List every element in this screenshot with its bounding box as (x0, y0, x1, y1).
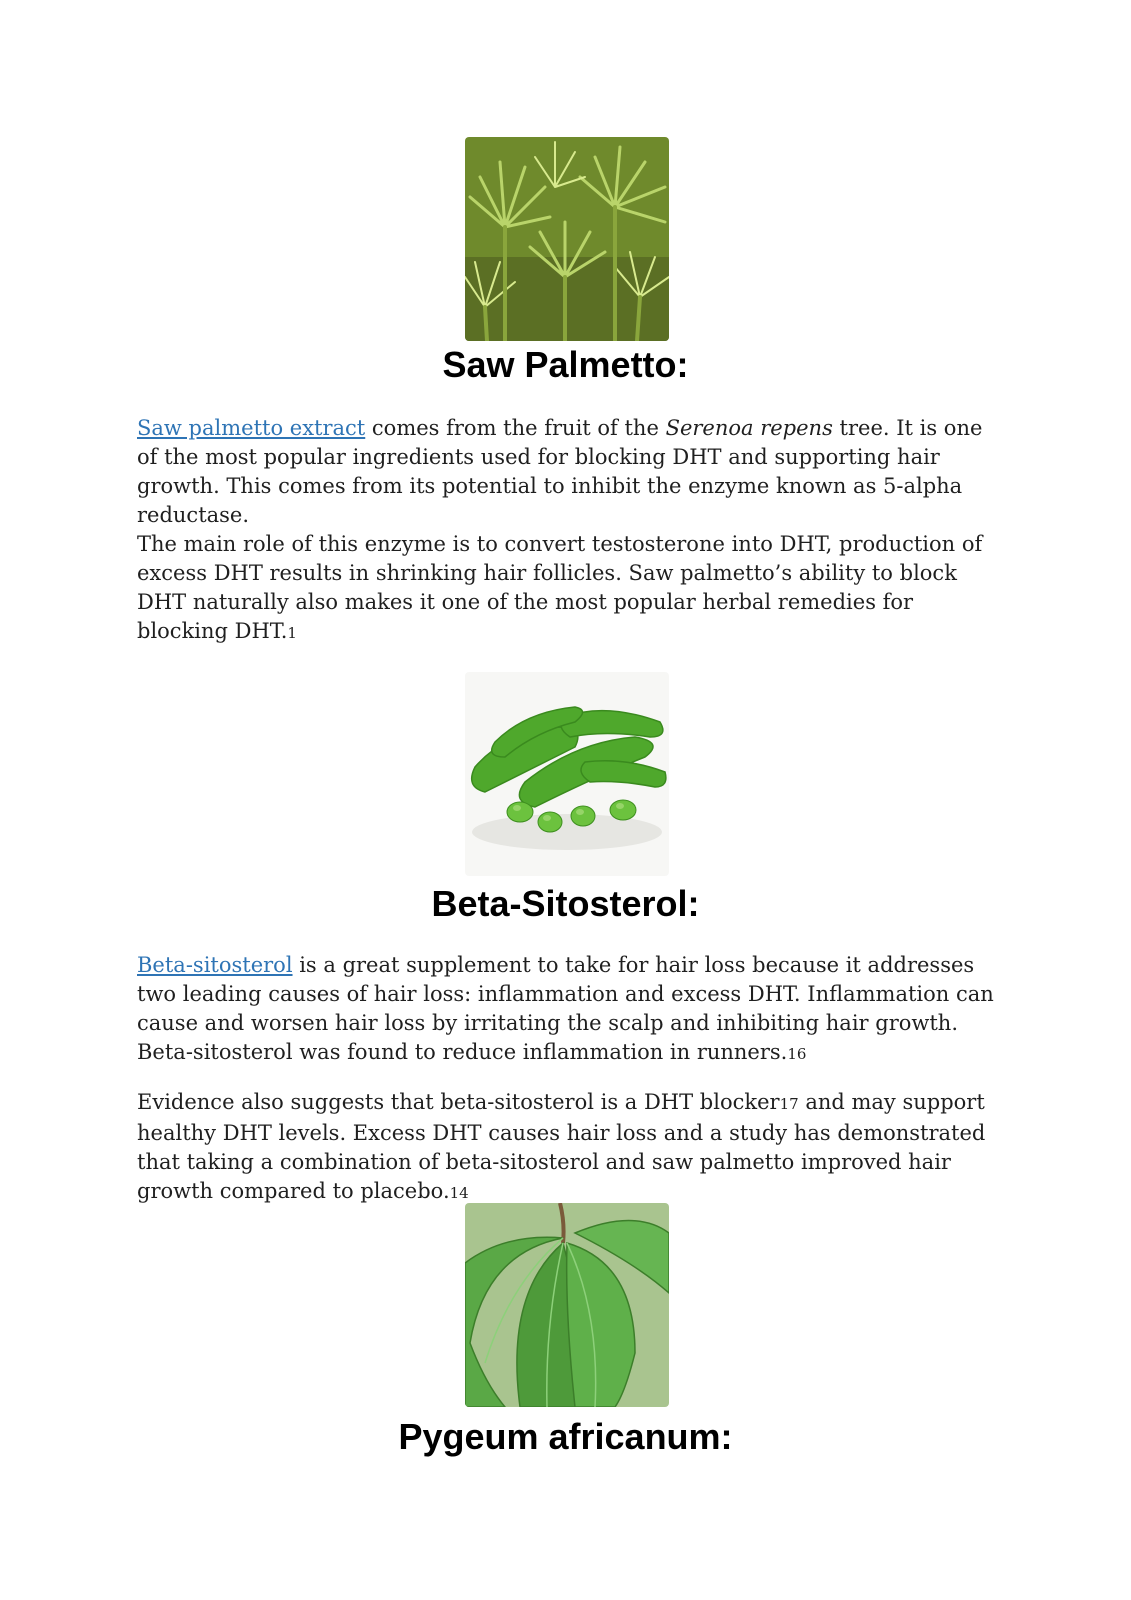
saw-palmetto-paragraph-2: The main role of this enzyme is to convert testosterone into DHT, production of excess DHT results in shrinking hair follicles. Saw palmetto’s ability to block DHT naturally also makes it one of the most popular herbal remedies for blocking DHT.1 (137, 532, 983, 643)
saw-palmetto-plant-icon (465, 137, 669, 341)
reference-number: 1 (287, 624, 297, 642)
beta-sitosterol-paragraph-1: Beta-sitosterol is a great supplement to take for hair loss because it addresses two leading causes of hair loss: inflammation and excess DHT. Inflammation can cause and worsen hair loss by irritating the scalp and inhibiting hair growth. Beta-sitosterol was found to reduce inflammation in runners.16 (137, 953, 994, 1064)
beta-sitosterol-link[interactable]: Beta-sitosterol (137, 953, 293, 977)
section-title-saw-palmetto: Saw Palmetto: (442, 344, 689, 385)
pygeum-africanum-image (465, 1203, 669, 1407)
section-title-pygeum-africanum: Pygeum africanum: (398, 1416, 733, 1457)
saw-palmetto-extract-link[interactable]: Saw palmetto extract (137, 416, 366, 440)
saw-palmetto-paragraph-1: Saw palmetto extract comes from the fruit of the Serenoa repens tree. It is one of the most popular ingredients used for blocking DHT and supporting hair growth. This comes from its potential to inhibit the enzyme known as 5-alpha reductase. (137, 416, 983, 527)
beta-sitosterol-paragraph-2: Evidence also suggests that beta-sitosterol is a DHT blocker17 and may support healthy DHT levels. Excess DHT causes hair loss and a study has demonstrated that taking a combination of beta-sitosterol and saw palmetto improved hair growth compared to placebo.14 (137, 1090, 986, 1203)
reference-number: 16 (787, 1045, 807, 1063)
reference-number: 17 (779, 1095, 799, 1113)
reference-number: 14 (449, 1184, 469, 1202)
section-title-beta-sitosterol: Beta-Sitosterol: (431, 883, 700, 924)
soybean-pods-icon (465, 672, 669, 876)
pygeum-leaves-icon (465, 1203, 669, 1407)
beta-sitosterol-image (465, 672, 669, 876)
saw-palmetto-image (465, 137, 669, 341)
